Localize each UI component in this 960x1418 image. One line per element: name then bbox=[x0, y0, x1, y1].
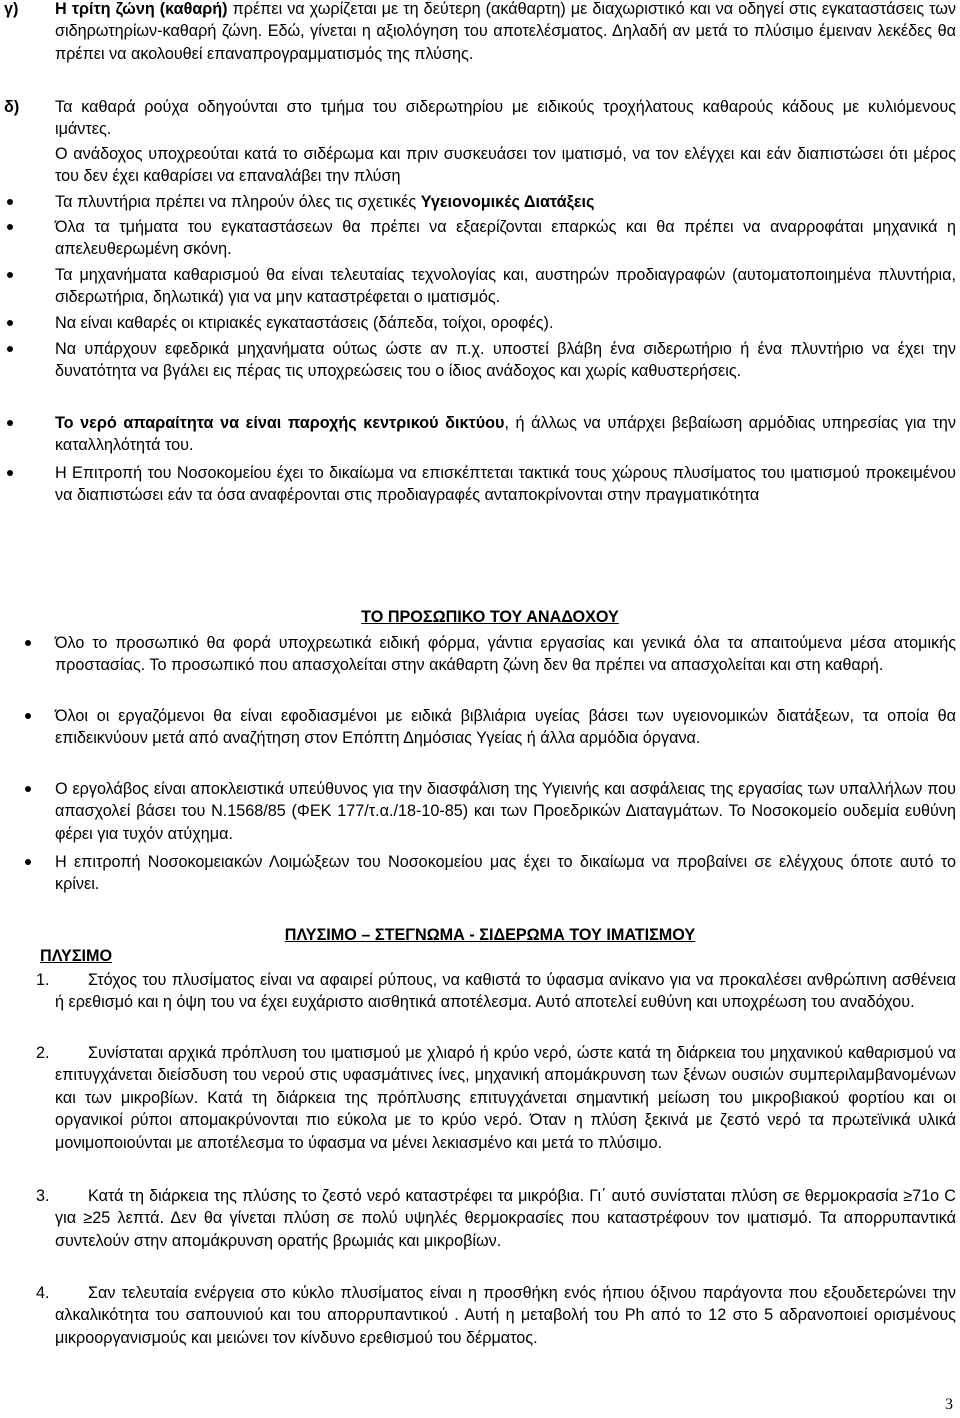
staff-infection-committee: Η επιτροπή Νοσοκομειακών Λοιμώξεων του Νοσοκομείου μας έχει το δικαίωμα να προβαίνει σε ελέγχους όποτε αυτό το κρίνει. bbox=[55, 853, 956, 894]
bullet-hygiene-rules: Τα πλυντήρια πρέπει να πληρούν όλες τις σχετικές Υγειονομικές Διατάξεις bbox=[55, 193, 595, 211]
section-gamma-bold: Η τρίτη ζώνη (καθαρή) bbox=[55, 0, 228, 18]
staff-health-books: Όλοι οι εργαζόμενοι θα είναι εφοδιασμένοι με ειδικά βιβλιάρια υγείας βάσει των υγειονομικών διατάξεων, τα οποία θα επιδεικνύουν μετά από αναζήτηση στον Επόπτη Δημόσιας Υγείας ή άλλα αρμόδια όργανα. bbox=[55, 707, 956, 748]
bullet-clean-buildings: Να είναι καθαρές οι κτιριακές εγκαταστάσεις (δάπεδα, τοίχοι, οροφές). bbox=[55, 314, 554, 332]
washing-heading: ΠΛΥΣΙΜΟ – ΣΤΕΓΝΩΜΑ - ΣΙΔΕΡΩΜΑ ΤΟΥ ΙΜΑΤΙΣΜΟΥ bbox=[284, 926, 696, 944]
staff-uniform: Όλο το προσωπικό θα φορά υποχρεωτικά ειδική φόρμα, γάντια εργασίας και γενικά όλα τα απαιτούμενα μέσα ατομικής προστασίας. Το προσωπικό που απασχολείται στην ακάθαρτη ζώνη δεν θα πρέπει να απασχολείται και στη καθαρή. bbox=[55, 634, 956, 675]
bullet-marker bbox=[25, 859, 31, 865]
bullet-marker bbox=[25, 640, 31, 646]
section-gamma-text: πρέπει να χωρίζεται με τη δεύτερη (ακάθαρτη) με διαχωριστικό και να οδηγεί στις εγκαταστάσεις των σιδηρωτηρίων-καθαρή ζώνη. Εδώ, γίνεται η αξιολόγηση του αποτελέσματος. Δηλαδή αν μετά το πλύσιμο έμειναν λεκέδες θα πρέπει να ακολουθεί επαναπρογραμματισμός της πλύσης. bbox=[55, 0, 956, 63]
bullet-marker bbox=[7, 224, 13, 230]
washing-item-acid-rinse: Σαν τελευταία ενέργεια στο κύκλο πλυσίματος είναι η προσθήκη ενός ήπιου όξινου παράγοντα που εξουδετερώνει την αλκαλικότητα του σαπουνιού και του απορρυπαντικού . Αυτή η μεταβολή του Ph από το 12 στο 5 αδρανοποιεί ορισμένους μικροοργανισμούς και μειώνει τον κίνδυνο ερεθισμού του δέρματος. bbox=[55, 1284, 956, 1347]
contractor-paragraph: Ο ανάδοχος υποχρεούται κατά το σιδέρωμα και πριν συσκευάσει τον ιματισμό, να τον ελέγχει και εάν διαπιστώσει ότι μέρος του δεν έχει καθαρίσει να επαναλάβει την πλύση bbox=[55, 145, 956, 186]
item-number: 1. bbox=[36, 971, 50, 989]
washing-item-goal: Στόχος του πλυσίματος είναι να αφαιρεί ρύπους, να καθιστά το ύφασμα ανίκανο για να προκαλέσει ανθρώπινη ασθένεια ή ερεθισμό και η όψη του να έχει ευχάριστο αισθητικά αποτέλεσμα. Αυτό αποτελεί ευθύνη και υποχρέωση του αναδόχου. bbox=[55, 971, 956, 1012]
staff-contractor-responsibility: Ο εργολάβος είναι αποκλειστικά υπεύθυνος για την διασφάλιση της Υγιεινής και ασφάλειας της εργασίας των υπαλλήλων που απασχολεί βάσει του Ν.1568/85 (ΦΕΚ 177/τ.α./18-10-85) και των Προεδρικών Διαταγμάτων. Το Νοσοκομείο ουδεμία ευθύνη φέρει για τυχόν ατύχημα. bbox=[55, 780, 956, 843]
bullet-marker bbox=[7, 470, 13, 476]
bullet-marker bbox=[25, 713, 31, 719]
item-number: 2. bbox=[36, 1044, 50, 1062]
bullet-marker bbox=[7, 199, 13, 205]
washing-subheading: ΠΛΥΣΙΜΟ bbox=[40, 947, 113, 965]
item-number: 4. bbox=[36, 1284, 50, 1302]
section-gamma-paragraph bbox=[55, 0, 956, 65]
water-supply-bold: Το νερό απαραίτητα να είναι παροχής κεντρικού δικτύου bbox=[55, 414, 505, 432]
bullet-machines: Τα μηχανήματα καθαρισμού θα είναι τελευταίας τεχνολογίας και, αυστηρών προδιαγραφών (αυτοματοποιημένα πλυντήρια, σιδερωτήρια, δηλωτικά) για να μην καταστρέφεται ο ιματισμός. bbox=[55, 266, 956, 307]
bullet-ventilation: Όλα τα τμήματα του εγκαταστάσεων θα πρέπει να εξαερίζονται επαρκώς και θα πρέπει να αναρροφάται μηχανικά η απελευθερωμένη σκόνη. bbox=[55, 218, 956, 259]
washing-item-prewash: Συνίσταται αρχικά πρόπλυση του ιματισμού με χλιαρό ή κρύο νερό, ώστε κατά τη διάρκεια του μηχανικού καθαρισμού να επιτυγχάνεται διείσδυση του νερού στις υφασμάτινες ίνες, μηχανική απομάκρυνση των ξένων ουσιών συμπεριλαμβανομένων και των μικροβίων. Κατά τη διάρκεια της πρόπλυσης επιτυγχάνεται σημαντική μείωση του μικροβιακού φορτίου και οι οργανικοί ρύποι απομακρύνονται πιο εύκολα με το κρύο νερό. Όταν η πλύση ξεκινά με ζεστό νερό τα πρωτεϊνικά υλικά μονιμοποιούνται με αποτέλεσμα το ύφασμα να μένει λεκιασμένο και μετά το πλύσιμο. bbox=[55, 1044, 956, 1152]
bullet-marker bbox=[7, 320, 13, 326]
bullet-marker bbox=[7, 420, 13, 426]
bullet-hospital-committee: Η Επιτροπή του Νοσοκομείου έχει το δικαίωμα να επισκέπτεται τακτικά τους χώρους πλυσίματος του ιματισμού προκειμένου να διαπιστώσει εάν τα όσα αναφέρονται στις προδιαγραφές ανταποκρίνονται στην πραγματικότητα bbox=[55, 464, 956, 505]
bullet-marker bbox=[7, 272, 13, 278]
bullet-backup-machines: Να υπάρχουν εφεδρικά μηχανήματα ούτως ώστε αν π.χ. υποστεί βλάβη ένα σιδερωτήριο ή ένα πλυντήριο να έχει την δυνατότητα να βγάλει εις πέρας τις υποχρεώσεις του ο ίδιος ανάδοχος και χωρίς καθυστερήσεις. bbox=[55, 340, 956, 381]
item-number: 3. bbox=[36, 1187, 50, 1205]
section-delta-paragraph: Τα καθαρά ρούχα οδηγούνται στο τμήμα του σιδερωτηρίου με ειδικούς τροχήλατους καθαρούς κάδους με κυλιόμενους ιμάντες. bbox=[55, 98, 956, 139]
bullet-marker bbox=[25, 786, 31, 792]
hygiene-rules-bold: Υγειονομικές Διατάξεις bbox=[420, 193, 595, 211]
section-gamma-marker: γ) bbox=[4, 0, 19, 18]
section-delta-marker: δ) bbox=[4, 98, 20, 116]
bullet-water-supply: Το νερό απαραίτητα να είναι παροχής κεντρικού δικτύου, ή άλλως να υπάρχει βεβαίωση αρμόδιας υπηρεσίας για την καταλληλότητά του. bbox=[55, 414, 956, 455]
bullet-marker bbox=[7, 346, 13, 352]
washing-item-hot-water: Κατά τη διάρκεια της πλύσης το ζεστό νερό καταστρέφει τα μικρόβια. Γι΄ αυτό συνίσταται πλύση σε θερμοκρασία ≥71ο C για ≥25 λεπτά. Δεν θα γίνεται πλύση σε πολύ υψηλές θερμοκρασίες που καταστρέφουν τον ιματισμό. Τα απορρυπαντικά συντελούν στην απομάκρυνση ορατής βρωμιάς και μικροβίων. bbox=[55, 1187, 956, 1250]
staff-heading: ΤΟ ΠΡΟΣΩΠΙΚΟ ΤΟΥ ΑΝΑΔΟΧΟΥ bbox=[361, 608, 619, 626]
page-number: 3 bbox=[945, 1396, 953, 1413]
